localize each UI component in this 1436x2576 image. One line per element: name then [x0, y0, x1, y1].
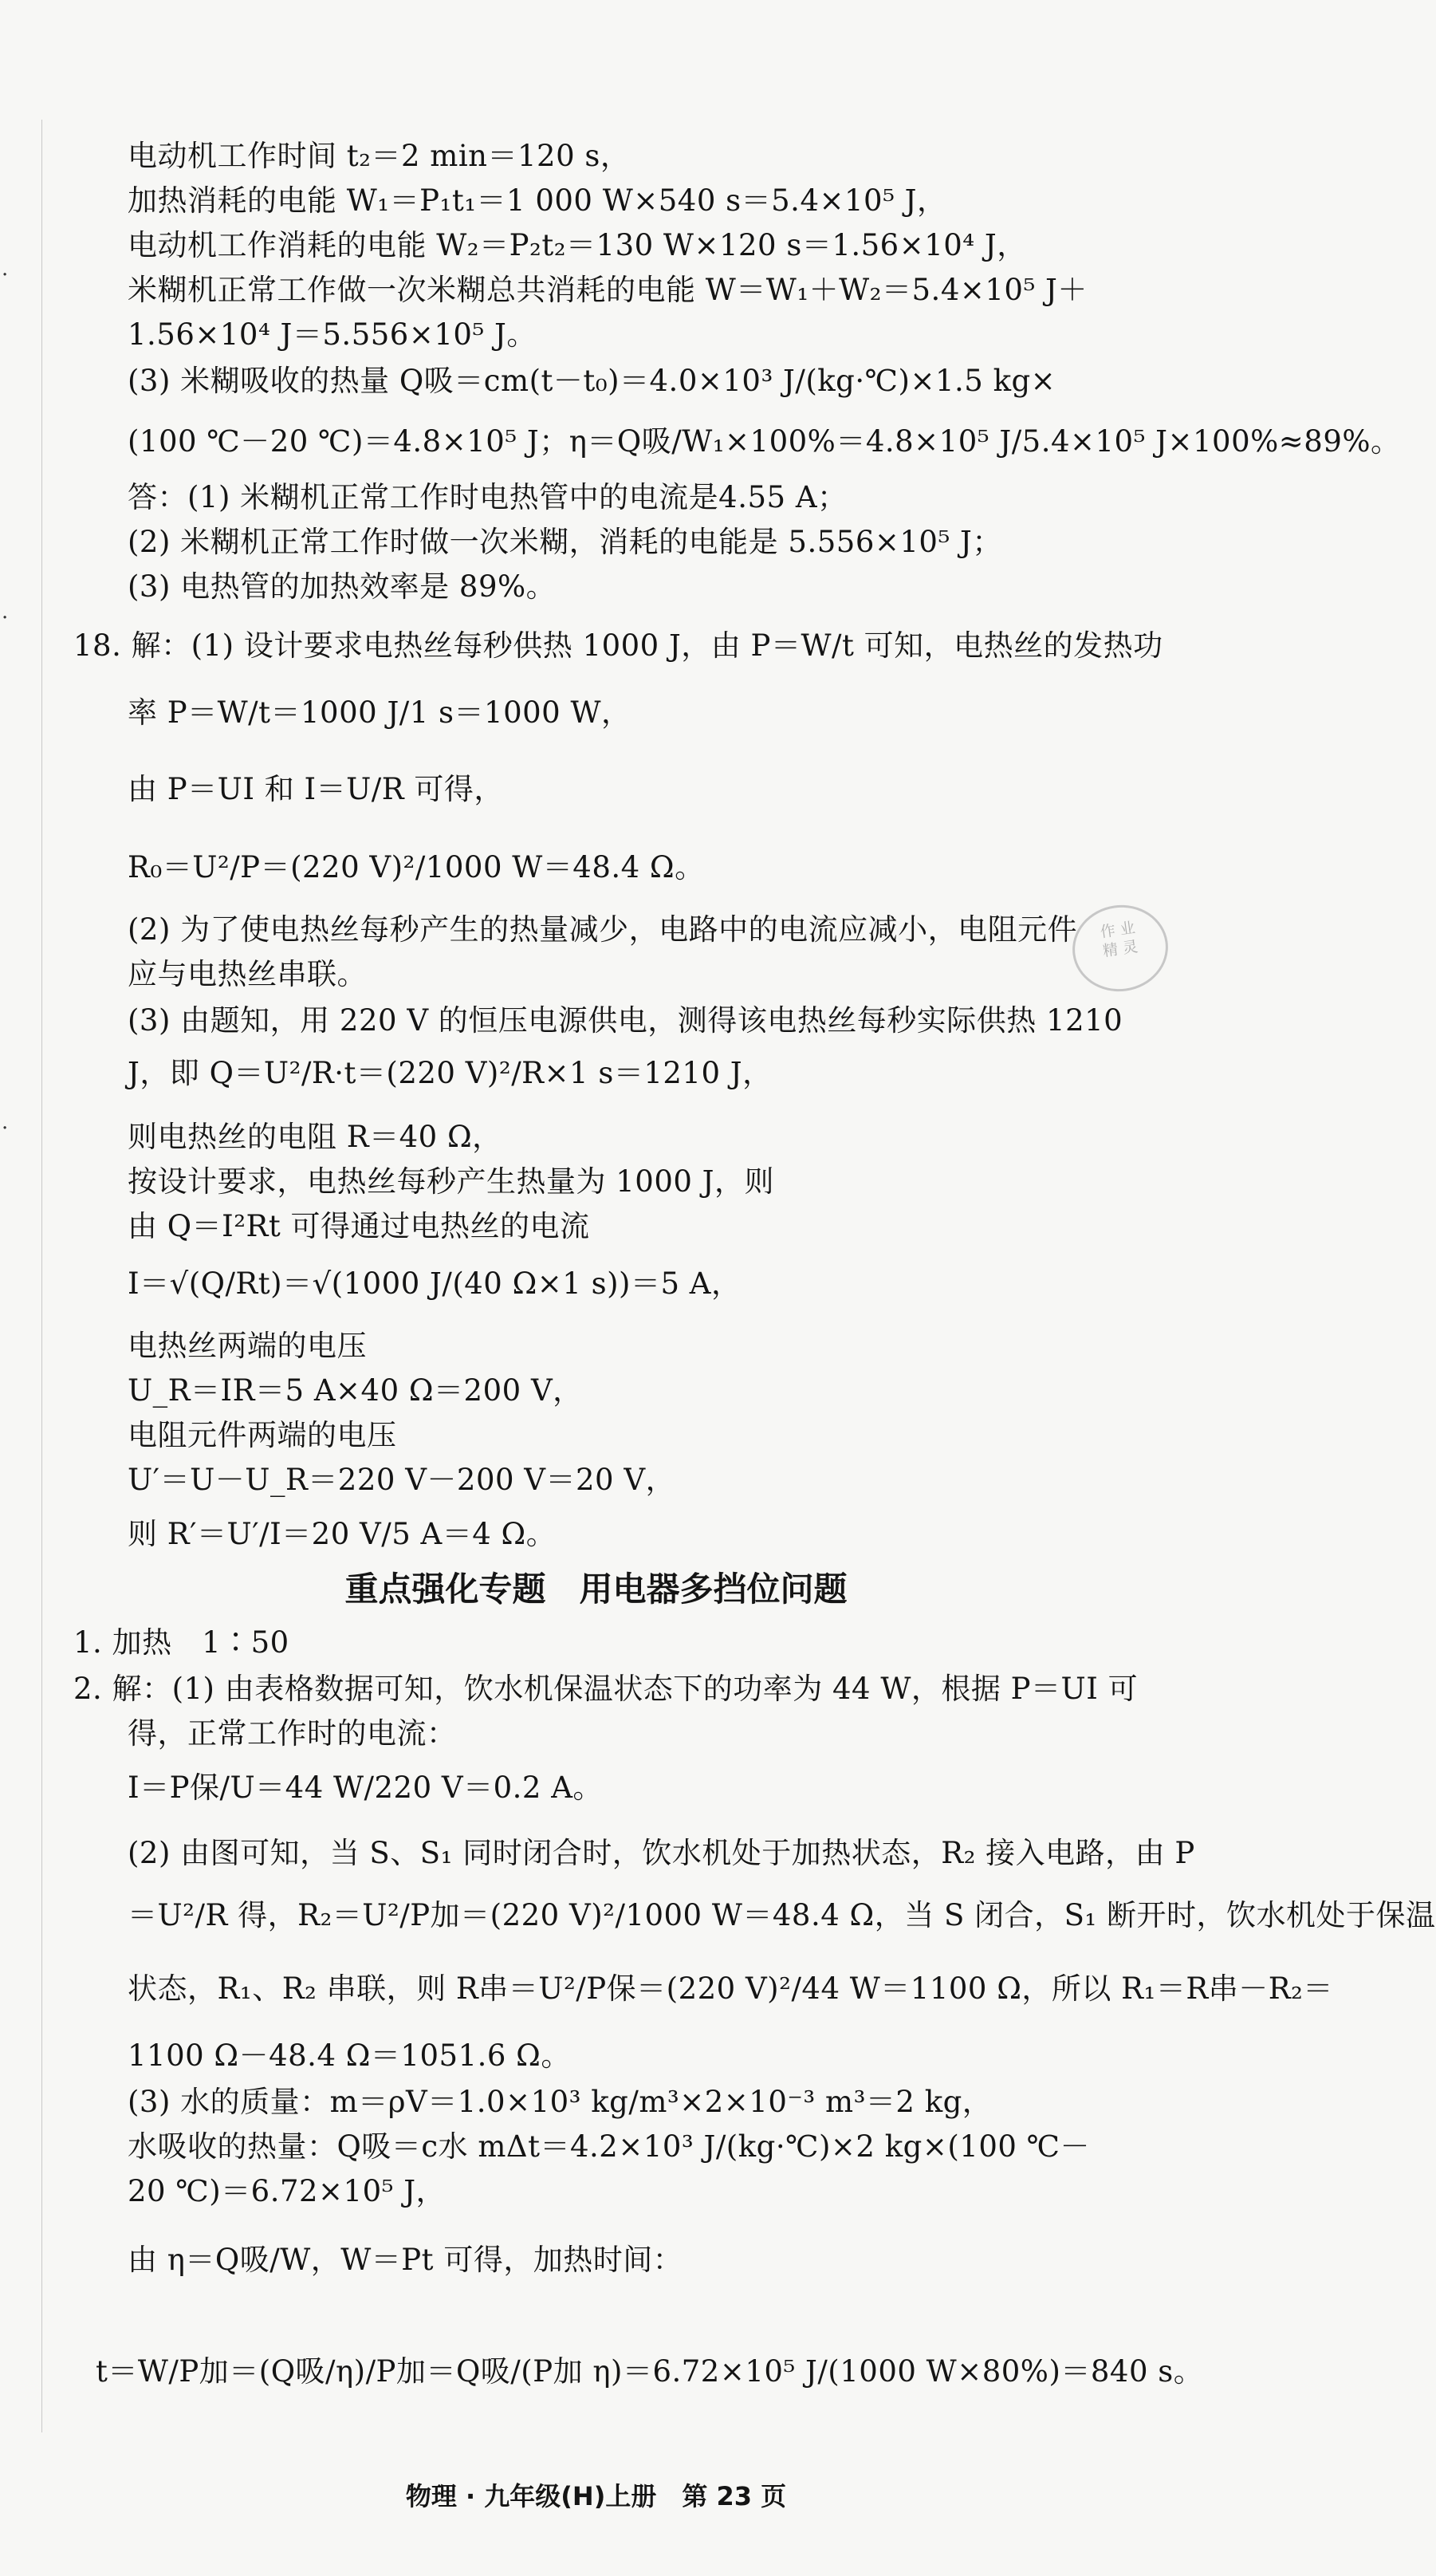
text-line: 按设计要求，电热丝每秒产生热量为 1000 J，则: [128, 1164, 775, 1199]
text-line: 由 η＝Q吸/W，W＝Pt 可得，加热时间：: [128, 2243, 683, 2277]
text-line: 状态，R₁、R₂ 串联，则 R串＝U²/P保＝(220 V)²/44 W＝1100 Ω，所以 R₁＝R串－R₂＝: [128, 1971, 1333, 2006]
text-line: 由 Q＝I²Rt 可得通过电热丝的电流: [128, 1209, 590, 1243]
stamp-text: 作 业: [1099, 919, 1137, 942]
problem-18-line: 18. 解：(1) 设计要求电热丝每秒供热 1000 J，由 P＝W/t 可知，电热丝的发热功: [73, 628, 1163, 663]
binding-margin-line: [41, 120, 42, 2432]
text-line: (3) 由题知，用 220 V 的恒压电源供电，测得该电热丝每秒实际供热 1210: [128, 1003, 1123, 1038]
text-line: (2) 由图可知，当 S、S₁ 同时闭合时，饮水机处于加热状态，R₂ 接入电路，由 P: [128, 1836, 1195, 1870]
answer-line: (3) 电热管的加热效率是 89%。: [128, 569, 557, 604]
text-line: 米糊机正常工作做一次米糊总共消耗的电能 W＝W₁＋W₂＝5.4×10⁵ J＋: [128, 273, 1088, 307]
text-line: 电动机工作消耗的电能 W₂＝P₂t₂＝130 W×120 s＝1.56×10⁴ J，: [128, 228, 1027, 262]
text-line: 则 R′＝U′/I＝20 V/5 A＝4 Ω。: [128, 1517, 557, 1551]
margin-mark: ·: [2, 1117, 9, 1140]
text-line: t＝W/P加＝(Q吸/η)/P加＝Q吸/(P加 η)＝6.72×10⁵ J/(1000 W×80%)＝840 s。: [96, 2354, 1204, 2389]
watermark-stamp: [1067, 899, 1174, 998]
text-line: (2) 为了使电热丝每秒产生的热量减少，电路中的电流应减小，电阻元件: [128, 912, 1078, 947]
text-line: 得，正常工作时的电流：: [128, 1716, 457, 1751]
text-line: (100 ℃－20 ℃)＝4.8×10⁵ J；η＝Q吸/W₁×100%＝4.8×10⁵ J/5.4×10⁵ J×100%≈89%。: [128, 424, 1401, 459]
text-line: 加热消耗的电能 W₁＝P₁t₁＝1 000 W×540 s＝5.4×10⁵ J，: [128, 183, 947, 218]
text-line: 由 P＝UI 和 I＝U/R 可得，: [128, 772, 504, 806]
text-line: 1100 Ω－48.4 Ω＝1051.6 Ω。: [128, 2038, 571, 2073]
text-line: R₀＝U²/P＝(220 V)²/1000 W＝48.4 Ω。: [128, 850, 705, 884]
page-footer: 物理 · 九年级(H)上册 第 23 页: [405, 2481, 787, 2511]
margin-mark: ·: [2, 263, 9, 287]
text-line: J，即 Q＝U²/R·t＝(220 V)²/R×1 s＝1210 J，: [128, 1056, 773, 1090]
problem-1-line: 1. 加热 1∶50: [73, 1625, 289, 1660]
text-line: 率 P＝W/t＝1000 J/1 s＝1000 W，: [128, 695, 631, 730]
section-heading: 重点强化专题 用电器多挡位问题: [344, 1570, 848, 1609]
text-line: (3) 水的质量：m＝ρV＝1.0×10³ kg/m³×2×10⁻³ m³＝2 kg，: [128, 2085, 993, 2119]
text-line: 20 ℃)＝6.72×10⁵ J，: [128, 2174, 447, 2208]
text-line: 水吸收的热量：Q吸＝c水 mΔt＝4.2×10³ J/(kg·℃)×2 kg×(100 ℃－: [128, 2129, 1091, 2164]
text-line: 电动机工作时间 t₂＝2 min＝120 s，: [128, 139, 631, 173]
text-line: I＝P保/U＝44 W/220 V＝0.2 A。: [128, 1771, 603, 1805]
text-line: 应与电热丝串联。: [128, 957, 367, 991]
text-line: I＝√(Q/Rt)＝√(1000 J/(40 Ω×1 s))＝5 A，: [128, 1266, 742, 1301]
text-line: U_R＝IR＝5 A×40 Ω＝200 V，: [128, 1373, 583, 1408]
text-line: ＝U²/R 得，R₂＝U²/P加＝(220 V)²/1000 W＝48.4 Ω，当 S 闭合，S₁ 断开时，饮水机处于保温: [128, 1898, 1436, 1932]
text-line: 电阻元件两端的电压: [128, 1418, 397, 1452]
answer-line: 答：(1) 米糊机正常工作时电热管中的电流是4.55 A；: [128, 480, 848, 514]
answer-line: (2) 米糊机正常工作时做一次米糊，消耗的电能是 5.556×10⁵ J；: [128, 525, 1002, 559]
text-line: (3) 米糊吸收的热量 Q吸＝cm(t－t₀)＝4.0×10³ J/(kg·℃)×1.5 kg×: [128, 364, 1056, 398]
text-line: U′＝U－U_R＝220 V－200 V＝20 V，: [128, 1463, 676, 1497]
text-line: 电热丝两端的电压: [128, 1329, 367, 1363]
stamp-text: 精 灵: [1101, 938, 1139, 960]
margin-mark: ·: [2, 606, 9, 630]
text-line: 1.56×10⁴ J＝5.556×10⁵ J。: [128, 317, 537, 352]
text-line: 则电热丝的电阻 R＝40 Ω，: [128, 1120, 502, 1154]
problem-2-line: 2. 解：(1) 由表格数据可知，饮水机保温状态下的功率为 44 W，根据 P＝UI 可: [73, 1672, 1139, 1706]
